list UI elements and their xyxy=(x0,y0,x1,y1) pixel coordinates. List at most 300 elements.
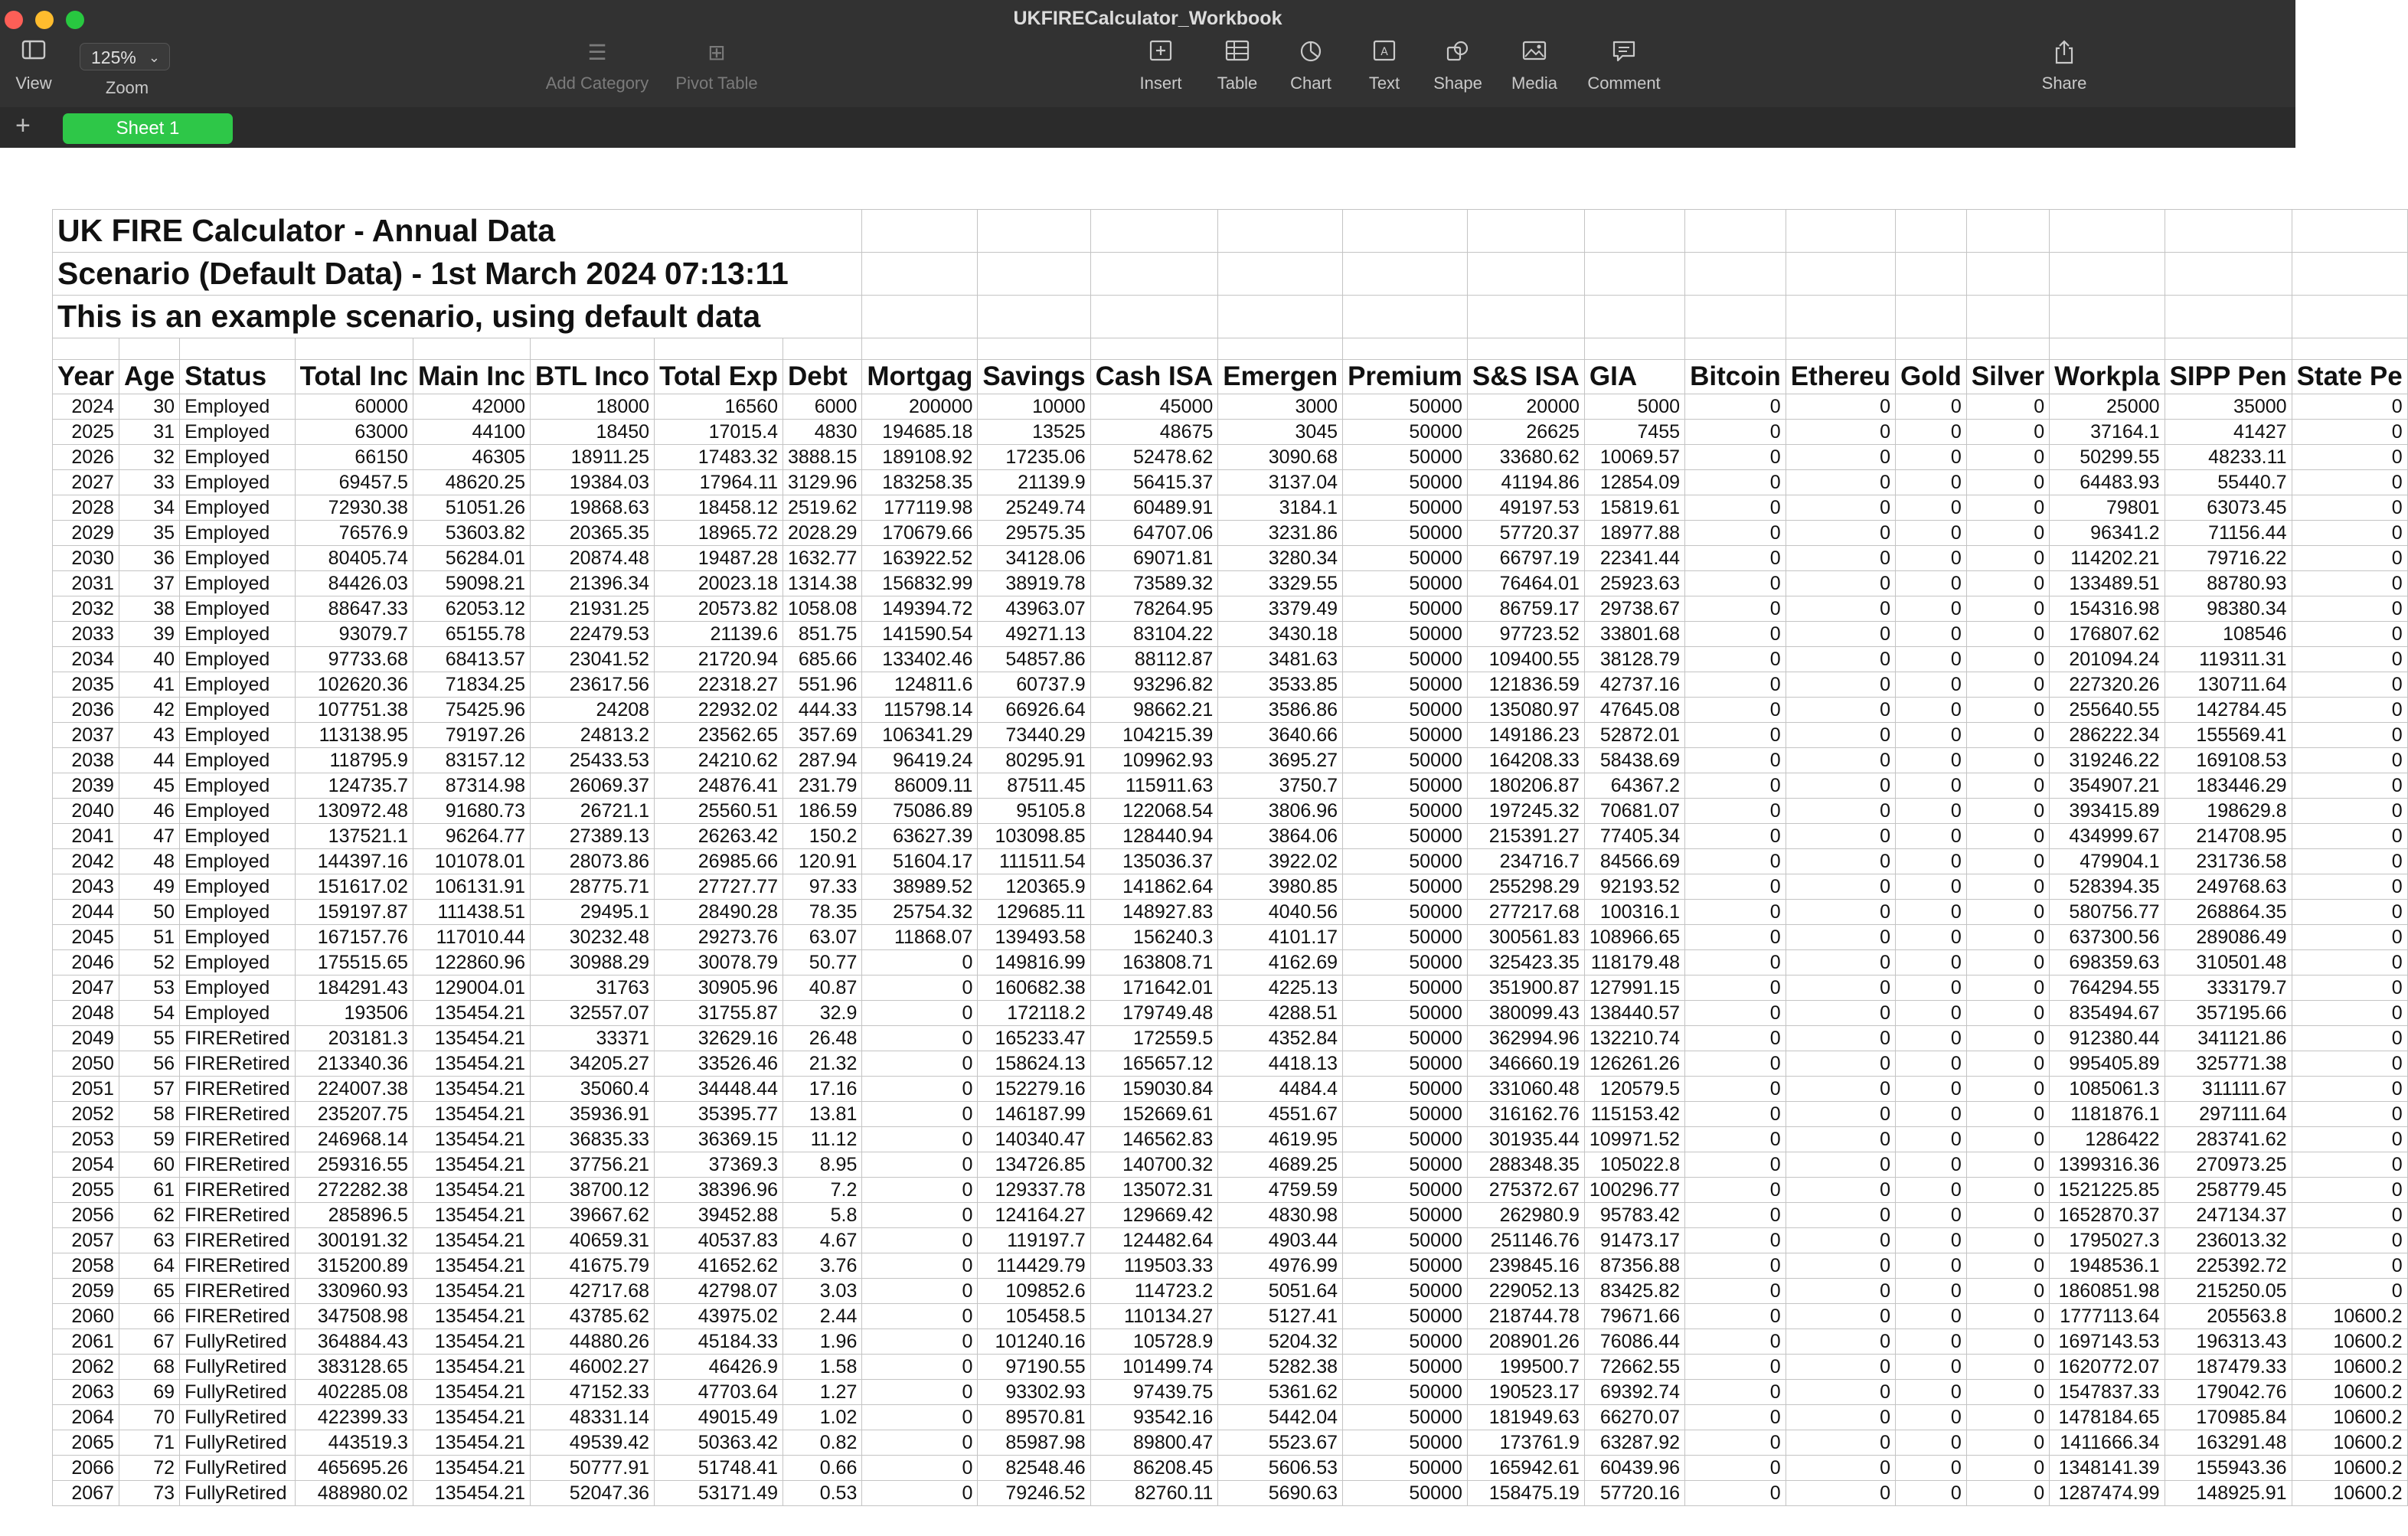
empty-cell[interactable] xyxy=(1584,338,1684,360)
empty-cell[interactable] xyxy=(2050,296,2165,338)
table-cell[interactable]: 0 xyxy=(1685,748,1786,773)
table-cell[interactable]: 31 xyxy=(119,420,179,445)
table-cell[interactable]: 187479.33 xyxy=(2165,1355,2292,1380)
table-cell[interactable]: 52047.36 xyxy=(530,1481,654,1506)
table-cell[interactable]: 50000 xyxy=(1343,1127,1468,1152)
comment-button[interactable] xyxy=(1582,40,1666,104)
table-cell[interactable]: 2038 xyxy=(53,748,119,773)
table-cell[interactable]: 155943.36 xyxy=(2165,1456,2292,1481)
table-cell[interactable]: 35936.91 xyxy=(530,1102,654,1127)
table-cell[interactable]: 0 xyxy=(2292,672,2407,698)
table-cell[interactable]: 0 xyxy=(862,1304,978,1329)
table-cell[interactable]: 75425.96 xyxy=(413,698,530,723)
table-cell[interactable]: 135454.21 xyxy=(413,1026,530,1051)
table-cell[interactable]: 0 xyxy=(1966,1380,2049,1405)
table-cell[interactable]: 0 xyxy=(1896,1178,1967,1203)
table-cell[interactable]: 0 xyxy=(1896,1077,1967,1102)
table-cell[interactable]: 0 xyxy=(2292,1127,2407,1152)
table-cell[interactable]: 2043 xyxy=(53,874,119,900)
table-cell[interactable]: 287.94 xyxy=(783,748,861,773)
table-cell[interactable]: 330960.93 xyxy=(295,1279,413,1304)
table-cell[interactable]: 158624.13 xyxy=(978,1051,1090,1077)
table-cell[interactable]: 0 xyxy=(1896,874,1967,900)
empty-cell[interactable] xyxy=(413,338,530,360)
shape-button[interactable] xyxy=(1427,40,1488,104)
table-cell[interactable]: 29273.76 xyxy=(655,925,783,950)
table-cell[interactable]: 29575.35 xyxy=(978,521,1090,546)
table-cell[interactable]: 0 xyxy=(1786,1279,1895,1304)
table-cell[interactable]: 179749.48 xyxy=(1090,1001,1218,1026)
table-cell[interactable]: 357.69 xyxy=(783,723,861,748)
table-cell[interactable]: 31763 xyxy=(530,976,654,1001)
table-cell[interactable]: FIRERetired xyxy=(180,1127,296,1152)
table-cell[interactable]: 51051.26 xyxy=(413,495,530,521)
table-cell[interactable]: 0 xyxy=(1685,874,1786,900)
table-cell[interactable]: 31755.87 xyxy=(655,1001,783,1026)
table-cell[interactable]: 120579.5 xyxy=(1584,1077,1684,1102)
table-cell[interactable]: 115153.42 xyxy=(1584,1102,1684,1127)
table-cell[interactable]: 5690.63 xyxy=(1218,1481,1343,1506)
table-cell[interactable]: 5282.38 xyxy=(1218,1355,1343,1380)
table-cell[interactable]: 135036.37 xyxy=(1090,849,1218,874)
table-cell[interactable]: 0 xyxy=(1685,1405,1786,1430)
table-cell[interactable]: 44100 xyxy=(413,420,530,445)
table-cell[interactable]: 184291.43 xyxy=(295,976,413,1001)
table-cell[interactable]: 297111.64 xyxy=(2165,1102,2292,1127)
table-cell[interactable]: 0 xyxy=(1685,1001,1786,1026)
table-cell[interactable]: 169108.53 xyxy=(2165,748,2292,773)
table-cell[interactable]: 0 xyxy=(1896,799,1967,824)
table-cell[interactable]: 1.96 xyxy=(783,1329,861,1355)
table-cell[interactable]: 0 xyxy=(1786,1380,1895,1405)
table-cell[interactable]: 180206.87 xyxy=(1467,773,1584,799)
table-cell[interactable]: 479904.1 xyxy=(2050,849,2165,874)
table-cell[interactable]: 24876.41 xyxy=(655,773,783,799)
column-header[interactable]: Age xyxy=(119,360,179,394)
table-cell[interactable]: 149394.72 xyxy=(862,596,978,622)
empty-cell[interactable] xyxy=(1218,210,1343,253)
table-cell[interactable]: Employed xyxy=(180,950,296,976)
table-cell[interactable]: FullyRetired xyxy=(180,1481,296,1506)
table-cell[interactable]: 270973.25 xyxy=(2165,1152,2292,1178)
table-cell[interactable]: 97723.52 xyxy=(1467,622,1584,647)
table-cell[interactable]: 0 xyxy=(1896,470,1967,495)
table-cell[interactable]: 316162.76 xyxy=(1467,1102,1584,1127)
table-cell[interactable]: 2027 xyxy=(53,470,119,495)
table-cell[interactable]: 215250.05 xyxy=(2165,1279,2292,1304)
table-cell[interactable]: 87511.45 xyxy=(978,773,1090,799)
table-cell[interactable]: 357195.66 xyxy=(2165,1001,2292,1026)
table-cell[interactable]: 52872.01 xyxy=(1584,723,1684,748)
table-cell[interactable]: 165657.12 xyxy=(1090,1051,1218,1077)
table-cell[interactable]: 0 xyxy=(1966,723,2049,748)
table-cell[interactable]: FullyRetired xyxy=(180,1430,296,1456)
table-cell[interactable]: 0 xyxy=(1966,445,2049,470)
table-cell[interactable]: 0 xyxy=(2292,1253,2407,1279)
table-cell[interactable]: 300561.83 xyxy=(1467,925,1584,950)
table-cell[interactable]: Employed xyxy=(180,622,296,647)
table-cell[interactable]: 63627.39 xyxy=(862,824,978,849)
empty-cell[interactable] xyxy=(1090,210,1218,253)
empty-cell[interactable] xyxy=(1467,296,1584,338)
table-cell[interactable]: 0 xyxy=(1966,596,2049,622)
table-cell[interactable]: 5204.32 xyxy=(1218,1329,1343,1355)
table-cell[interactable]: 0 xyxy=(1966,1127,2049,1152)
table-cell[interactable]: 42717.68 xyxy=(530,1279,654,1304)
table-cell[interactable]: 246968.14 xyxy=(295,1127,413,1152)
column-header[interactable]: BTL Inco xyxy=(530,360,654,394)
table-cell[interactable]: 0 xyxy=(862,1405,978,1430)
column-header[interactable]: Main Inc xyxy=(413,360,530,394)
column-header[interactable]: Premium xyxy=(1343,360,1468,394)
table-cell[interactable]: 0 xyxy=(1685,900,1786,925)
table-cell[interactable]: 2045 xyxy=(53,925,119,950)
table-cell[interactable]: 434999.67 xyxy=(2050,824,2165,849)
table-cell[interactable]: 69 xyxy=(119,1380,179,1405)
table-cell[interactable]: 142784.45 xyxy=(2165,698,2292,723)
table-cell[interactable]: 21720.94 xyxy=(655,647,783,672)
table-cell[interactable]: 218744.78 xyxy=(1467,1304,1584,1329)
table-cell[interactable]: 43 xyxy=(119,723,179,748)
table-cell[interactable]: 0 xyxy=(1896,748,1967,773)
table-cell[interactable]: 50000 xyxy=(1343,394,1468,420)
table-cell[interactable]: 310501.48 xyxy=(2165,950,2292,976)
table-button[interactable] xyxy=(1207,40,1268,104)
table-cell[interactable]: 130972.48 xyxy=(295,799,413,824)
table-cell[interactable]: 2044 xyxy=(53,900,119,925)
table-cell[interactable]: 0 xyxy=(1685,1228,1786,1253)
table-cell[interactable]: 109852.6 xyxy=(978,1279,1090,1304)
table-cell[interactable]: 0 xyxy=(2292,1026,2407,1051)
table-cell[interactable]: 129669.42 xyxy=(1090,1203,1218,1228)
table-cell[interactable]: 3695.27 xyxy=(1218,748,1343,773)
empty-cell[interactable] xyxy=(1090,253,1218,296)
table-cell[interactable]: 15819.61 xyxy=(1584,495,1684,521)
table-cell[interactable]: 193506 xyxy=(295,1001,413,1026)
column-header[interactable]: S&S ISA xyxy=(1467,360,1584,394)
table-cell[interactable]: 362994.96 xyxy=(1467,1026,1584,1051)
table-cell[interactable]: 144397.16 xyxy=(295,849,413,874)
table-cell[interactable]: 54 xyxy=(119,1001,179,1026)
table-cell[interactable]: 0 xyxy=(1896,1253,1967,1279)
column-header[interactable]: Ethereu xyxy=(1786,360,1895,394)
table-cell[interactable]: 135454.21 xyxy=(413,1380,530,1405)
table-cell[interactable]: 16560 xyxy=(655,394,783,420)
table-cell[interactable]: 56 xyxy=(119,1051,179,1077)
table-cell[interactable]: 0 xyxy=(1896,698,1967,723)
table-cell[interactable]: 130711.64 xyxy=(2165,672,2292,698)
table-cell[interactable]: FIRERetired xyxy=(180,1102,296,1127)
table-cell[interactable]: 64367.2 xyxy=(1584,773,1684,799)
table-cell[interactable]: 28490.28 xyxy=(655,900,783,925)
table-cell[interactable]: 2066 xyxy=(53,1456,119,1481)
empty-cell[interactable] xyxy=(119,338,179,360)
table-cell[interactable]: 50363.42 xyxy=(655,1430,783,1456)
table-cell[interactable]: 7455 xyxy=(1584,420,1684,445)
table-cell[interactable]: 59098.21 xyxy=(413,571,530,596)
table-cell[interactable]: 0 xyxy=(1685,1430,1786,1456)
table-cell[interactable]: 18450 xyxy=(530,420,654,445)
table-cell[interactable]: 32557.07 xyxy=(530,1001,654,1026)
table-cell[interactable]: 65155.78 xyxy=(413,622,530,647)
table-cell[interactable]: 835494.67 xyxy=(2050,1001,2165,1026)
table-cell[interactable]: 3922.02 xyxy=(1218,849,1343,874)
table-cell[interactable]: 26721.1 xyxy=(530,799,654,824)
table-cell[interactable]: 115911.63 xyxy=(1090,773,1218,799)
table-cell[interactable]: 57720.37 xyxy=(1467,521,1584,546)
table-cell[interactable]: 0 xyxy=(1786,647,1895,672)
table-cell[interactable]: 0 xyxy=(1685,925,1786,950)
sheet-subtitle[interactable]: Scenario (Default Data) - 1st March 2024 07:13:11 xyxy=(53,253,862,296)
table-cell[interactable]: 103098.85 xyxy=(978,824,1090,849)
table-cell[interactable]: 50000 xyxy=(1343,1178,1468,1203)
table-cell[interactable]: 25000 xyxy=(2050,394,2165,420)
table-cell[interactable]: 91680.73 xyxy=(413,799,530,824)
table-cell[interactable]: 1348141.39 xyxy=(2050,1456,2165,1481)
table-cell[interactable]: 1085061.3 xyxy=(2050,1077,2165,1102)
table-cell[interactable]: 135454.21 xyxy=(413,1279,530,1304)
table-cell[interactable]: 364884.43 xyxy=(295,1329,413,1355)
table-cell[interactable]: 1697143.53 xyxy=(2050,1329,2165,1355)
table-cell[interactable]: 42737.16 xyxy=(1584,672,1684,698)
table-cell[interactable]: 444.33 xyxy=(783,698,861,723)
table-cell[interactable]: 105022.8 xyxy=(1584,1152,1684,1178)
table-cell[interactable]: 83157.12 xyxy=(413,748,530,773)
table-cell[interactable]: 0 xyxy=(862,1102,978,1127)
table-cell[interactable]: 5361.62 xyxy=(1218,1380,1343,1405)
table-cell[interactable]: 46 xyxy=(119,799,179,824)
table-cell[interactable]: 3750.7 xyxy=(1218,773,1343,799)
table-cell[interactable]: 0 xyxy=(1685,571,1786,596)
table-cell[interactable]: 0 xyxy=(1966,647,2049,672)
table-cell[interactable]: 96264.77 xyxy=(413,824,530,849)
table-cell[interactable]: 108546 xyxy=(2165,622,2292,647)
table-cell[interactable]: 173761.9 xyxy=(1467,1430,1584,1456)
table-cell[interactable]: 0 xyxy=(2292,1228,2407,1253)
table-cell[interactable]: 0 xyxy=(1966,1102,2049,1127)
table-cell[interactable]: 135454.21 xyxy=(413,1051,530,1077)
table-cell[interactable]: 0 xyxy=(2292,799,2407,824)
table-cell[interactable]: 163922.52 xyxy=(862,546,978,571)
table-cell[interactable]: 102620.36 xyxy=(295,672,413,698)
table-cell[interactable]: 34205.27 xyxy=(530,1051,654,1077)
table-cell[interactable]: 33680.62 xyxy=(1467,445,1584,470)
table-cell[interactable]: 0 xyxy=(862,1380,978,1405)
empty-cell[interactable] xyxy=(2050,338,2165,360)
table-cell[interactable]: 5000 xyxy=(1584,394,1684,420)
table-cell[interactable]: 0 xyxy=(1966,1203,2049,1228)
table-cell[interactable]: 3045 xyxy=(1218,420,1343,445)
table-cell[interactable]: 0 xyxy=(1685,976,1786,1001)
empty-cell[interactable] xyxy=(2050,253,2165,296)
table-cell[interactable]: 0 xyxy=(1896,495,1967,521)
table-cell[interactable]: 0 xyxy=(2292,900,2407,925)
table-cell[interactable]: 0 xyxy=(1896,1102,1967,1127)
table-cell[interactable]: 4352.84 xyxy=(1218,1026,1343,1051)
table-cell[interactable]: 109971.52 xyxy=(1584,1127,1684,1152)
table-cell[interactable]: 214708.95 xyxy=(2165,824,2292,849)
table-cell[interactable]: 38396.96 xyxy=(655,1178,783,1203)
table-cell[interactable]: Employed xyxy=(180,672,296,698)
table-cell[interactable]: 0 xyxy=(1966,1253,2049,1279)
table-cell[interactable]: 45184.33 xyxy=(655,1329,783,1355)
table-cell[interactable]: 40659.31 xyxy=(530,1228,654,1253)
table-cell[interactable]: 0 xyxy=(1786,1203,1895,1228)
table-cell[interactable]: 22318.27 xyxy=(655,672,783,698)
table-cell[interactable]: 72930.38 xyxy=(295,495,413,521)
table-cell[interactable]: 0 xyxy=(1786,976,1895,1001)
table-cell[interactable]: 10069.57 xyxy=(1584,445,1684,470)
table-cell[interactable]: 347508.98 xyxy=(295,1304,413,1329)
table-cell[interactable]: 0 xyxy=(862,1178,978,1203)
table-cell[interactable]: 118795.9 xyxy=(295,748,413,773)
table-cell[interactable]: 50000 xyxy=(1343,1380,1468,1405)
table-cell[interactable]: 63 xyxy=(119,1228,179,1253)
table-cell[interactable]: 50000 xyxy=(1343,723,1468,748)
table-cell[interactable]: 0 xyxy=(1896,1304,1967,1329)
table-cell[interactable]: FIRERetired xyxy=(180,1178,296,1203)
table-cell[interactable]: 3888.15 xyxy=(783,445,861,470)
table-cell[interactable]: 236013.32 xyxy=(2165,1228,2292,1253)
table-cell[interactable]: FullyRetired xyxy=(180,1329,296,1355)
table-cell[interactable]: 0 xyxy=(1966,1178,2049,1203)
table-cell[interactable]: 0 xyxy=(1685,1077,1786,1102)
table-cell[interactable]: 0 xyxy=(2292,1178,2407,1203)
table-cell[interactable]: 124811.6 xyxy=(862,672,978,698)
table-cell[interactable]: 0 xyxy=(2292,1001,2407,1026)
table-cell[interactable]: 88112.87 xyxy=(1090,647,1218,672)
table-cell[interactable]: 77405.34 xyxy=(1584,824,1684,849)
table-cell[interactable]: 97733.68 xyxy=(295,647,413,672)
table-cell[interactable]: 0 xyxy=(1685,723,1786,748)
table-cell[interactable]: 98380.34 xyxy=(2165,596,2292,622)
empty-cell[interactable] xyxy=(2165,338,2292,360)
table-cell[interactable]: 69071.81 xyxy=(1090,546,1218,571)
table-cell[interactable]: 50000 xyxy=(1343,773,1468,799)
table-cell[interactable]: 4759.59 xyxy=(1218,1178,1343,1203)
empty-cell[interactable] xyxy=(1966,210,2049,253)
table-cell[interactable]: 121836.59 xyxy=(1467,672,1584,698)
table-cell[interactable]: 135454.21 xyxy=(413,1178,530,1203)
table-cell[interactable]: 0 xyxy=(1896,950,1967,976)
table-cell[interactable]: 73440.29 xyxy=(978,723,1090,748)
table-cell[interactable]: 21139.9 xyxy=(978,470,1090,495)
empty-cell[interactable] xyxy=(1090,338,1218,360)
table-cell[interactable]: 45000 xyxy=(1090,394,1218,420)
table-cell[interactable]: 45 xyxy=(119,773,179,799)
table-cell[interactable]: 2037 xyxy=(53,723,119,748)
table-cell[interactable]: 111511.54 xyxy=(978,849,1090,874)
empty-cell[interactable] xyxy=(180,338,296,360)
table-cell[interactable]: 93542.16 xyxy=(1090,1405,1218,1430)
table-cell[interactable]: 1181876.1 xyxy=(2050,1102,2165,1127)
table-cell[interactable]: 25754.32 xyxy=(862,900,978,925)
media-button[interactable] xyxy=(1502,40,1567,104)
table-cell[interactable]: 34128.06 xyxy=(978,546,1090,571)
table-cell[interactable]: 50000 xyxy=(1343,1228,1468,1253)
table-cell[interactable]: 42798.07 xyxy=(655,1279,783,1304)
table-cell[interactable]: 0 xyxy=(1966,470,2049,495)
table-cell[interactable]: 0 xyxy=(1786,748,1895,773)
table-cell[interactable]: 126261.26 xyxy=(1584,1051,1684,1077)
table-cell[interactable]: 3280.34 xyxy=(1218,546,1343,571)
table-cell[interactable]: 2041 xyxy=(53,824,119,849)
table-cell[interactable]: 68 xyxy=(119,1355,179,1380)
table-cell[interactable]: 135454.21 xyxy=(413,1077,530,1102)
table-cell[interactable]: 96341.2 xyxy=(2050,521,2165,546)
table-cell[interactable]: FIRERetired xyxy=(180,1026,296,1051)
table-cell[interactable]: 3329.55 xyxy=(1218,571,1343,596)
table-cell[interactable]: 146187.99 xyxy=(978,1102,1090,1127)
table-cell[interactable]: 50 xyxy=(119,900,179,925)
table-cell[interactable]: 135454.21 xyxy=(413,1430,530,1456)
table-cell[interactable]: 38700.12 xyxy=(530,1178,654,1203)
table-cell[interactable]: 44880.26 xyxy=(530,1329,654,1355)
table-cell[interactable]: 0 xyxy=(1685,495,1786,521)
table-cell[interactable]: 135454.21 xyxy=(413,1355,530,1380)
table-cell[interactable]: 49197.53 xyxy=(1467,495,1584,521)
table-cell[interactable]: 0 xyxy=(1685,1178,1786,1203)
table-cell[interactable]: 0 xyxy=(1966,521,2049,546)
table-cell[interactable]: 70 xyxy=(119,1405,179,1430)
table-cell[interactable]: 73 xyxy=(119,1481,179,1506)
table-cell[interactable]: 53603.82 xyxy=(413,521,530,546)
table-cell[interactable]: 3379.49 xyxy=(1218,596,1343,622)
table-cell[interactable]: 0 xyxy=(1786,723,1895,748)
table-cell[interactable]: 198629.8 xyxy=(2165,799,2292,824)
column-header[interactable]: Year xyxy=(53,360,119,394)
table-cell[interactable]: 0 xyxy=(1896,723,1967,748)
table-cell[interactable]: 183258.35 xyxy=(862,470,978,495)
table-cell[interactable]: 3231.86 xyxy=(1218,521,1343,546)
table-cell[interactable]: 152669.61 xyxy=(1090,1102,1218,1127)
table-cell[interactable]: 4551.67 xyxy=(1218,1102,1343,1127)
table-cell[interactable]: 186.59 xyxy=(783,799,861,824)
table-cell[interactable]: 20874.48 xyxy=(530,546,654,571)
table-cell[interactable]: 764294.55 xyxy=(2050,976,2165,1001)
table-cell[interactable]: 0 xyxy=(1685,849,1786,874)
empty-cell[interactable] xyxy=(2165,296,2292,338)
table-cell[interactable]: 0 xyxy=(1685,1127,1786,1152)
table-cell[interactable]: 13.81 xyxy=(783,1102,861,1127)
table-cell[interactable]: 88647.33 xyxy=(295,596,413,622)
table-cell[interactable]: FIRERetired xyxy=(180,1228,296,1253)
table-cell[interactable]: 5442.04 xyxy=(1218,1405,1343,1430)
empty-cell[interactable] xyxy=(1584,253,1684,296)
empty-cell[interactable] xyxy=(1343,296,1468,338)
table-cell[interactable]: 2056 xyxy=(53,1203,119,1228)
table-cell[interactable]: 80405.74 xyxy=(295,546,413,571)
table-cell[interactable]: 21396.34 xyxy=(530,571,654,596)
empty-cell[interactable] xyxy=(2292,210,2407,253)
table-cell[interactable]: 151617.02 xyxy=(295,874,413,900)
table-cell[interactable]: 0 xyxy=(2292,874,2407,900)
table-cell[interactable]: 93296.82 xyxy=(1090,672,1218,698)
table-cell[interactable]: 10600.2 xyxy=(2292,1481,2407,1506)
table-cell[interactable]: 40537.83 xyxy=(655,1228,783,1253)
table-cell[interactable]: 129685.11 xyxy=(978,900,1090,925)
table-cell[interactable]: FullyRetired xyxy=(180,1456,296,1481)
table-cell[interactable]: 135454.21 xyxy=(413,1203,530,1228)
table-cell[interactable]: 29495.1 xyxy=(530,900,654,925)
table-cell[interactable]: 18977.88 xyxy=(1584,521,1684,546)
table-cell[interactable]: 30988.29 xyxy=(530,950,654,976)
table-cell[interactable]: 4418.13 xyxy=(1218,1051,1343,1077)
table-cell[interactable]: 190523.17 xyxy=(1467,1380,1584,1405)
table-cell[interactable]: 272282.38 xyxy=(295,1178,413,1203)
table-cell[interactable]: 41 xyxy=(119,672,179,698)
table-cell[interactable]: 2040 xyxy=(53,799,119,824)
